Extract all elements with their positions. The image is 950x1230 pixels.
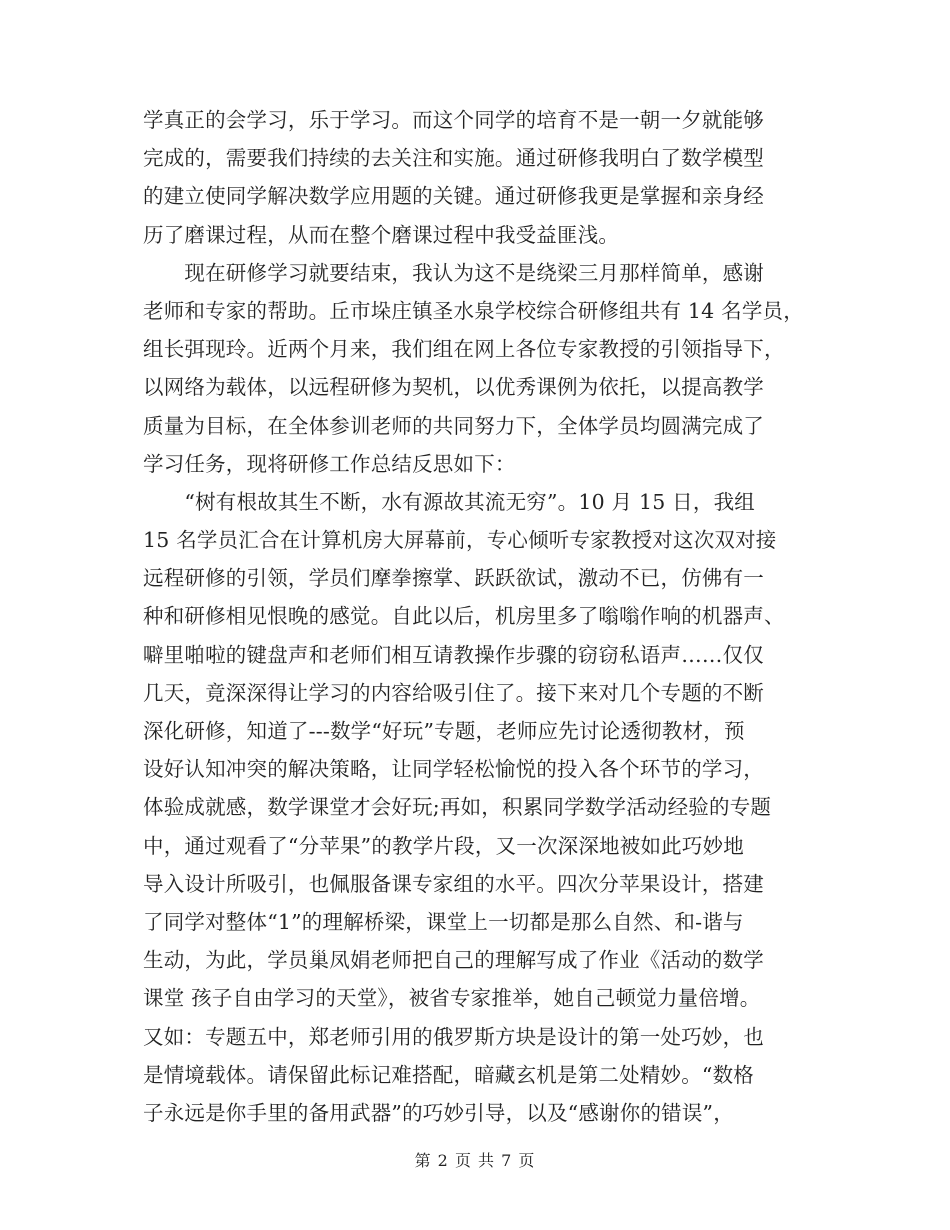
text-line: 完成的，需要我们持续的去关注和实施。通过研修我明白了数学模型 [143,146,764,171]
text-line: “树有根故其生不断，水有源故其流无穷”。10 月 15 日，我组 [143,489,755,514]
text-line: 生动，为此，学员巢凤娟老师把自己的理解写成了作业《活动的数学 [143,948,764,973]
text-line: 组长弭现玲。近两个月来，我们组在网上各位专家教授的引领指导下， [143,337,785,362]
text-line: 子永远是你手里的备用武器”的巧妙引导，以及“感谢你的错误”， [143,1100,734,1125]
text-line: 几天，竟深深得让学习的内容给吸引住了。接下来对几个专题的不断 [143,680,764,705]
text-line: 15 名学员汇合在计算机房大屏幕前，专心倾听专家教授对这次双对接 [143,528,777,553]
text-line: 设好认知冲突的解决策略，让同学轻松愉悦的投入各个环节的学习， [143,757,764,782]
text-line: 深化研修，知道了---数学“好玩”专题，老师应先讨论透彻教材，预 [143,719,745,743]
page-number-footer: 第 2 页 共 7 页 [414,1151,536,1170]
text-line: 又如：专题五中，郑老师引用的俄罗斯方块是设计的第一处巧妙，也 [143,1024,764,1049]
text-line: 课堂 孩子自由学习的天堂》，被省专家推举，她自己顿觉力量倍增。 [143,986,761,1011]
text-line: 远程研修的引领，学员们摩拳擦掌、跃跃欲试，激动不已，仿佛有一 [143,566,764,591]
text-line: 种和研修相见恨晚的感觉。自此以后，机房里多了嗡嗡作响的机器声、 [143,604,785,629]
text-line: 导入设计所吸引，也佩服备课专家组的水平。四次分苹果设计，搭建 [143,871,764,896]
text-line: 老师和专家的帮助。丘市垛庄镇圣水泉学校综合研修组共有 14 名学员， [143,298,804,323]
text-line: 中，通过观看了“分苹果”的教学片段，又一次深深地被如此巧妙地 [143,833,744,858]
text-line: 学习任务，现将研修工作总结反思如下： [143,451,516,476]
text-line: 以网络为载体，以远程研修为契机，以优秀课例为依托，以提高教学 [143,375,764,400]
text-line: 的建立使同学解决数学应用题的关键。通过研修我更是掌握和亲身经 [143,184,764,209]
text-line: 历了磨课过程，从而在整个磨课过程中我受益匪浅。 [143,222,620,247]
body-text [143,101,823,1132]
text-line: 体验成就感，数学课堂才会好玩;再如，积累同学数学活动经验的专题 [143,795,772,820]
text-line: 质量为目标，在全体参训老师的共同努力下，全体学员均圆满完成了 [143,413,764,438]
text-line: 了同学对整体“1”的理解桥梁，课堂上一切都是那么自然、和-谐与 [143,909,744,934]
text-line: 是情境载体。请保留此标记难搭配，暗藏玄机是第二处精妙。“数格 [143,1062,754,1087]
text-line: 学真正的会学习，乐于学习。而这个同学的培育不是一朝一夕就能够 [143,108,764,132]
text-line: 现在研修学习就要结束，我认为这不是绕梁三月那样简单，感谢 [143,260,764,285]
text-line: 噼里啪啦的键盘声和老师们相互请教操作步骤的窃窃私语声……仅仅 [143,642,764,667]
